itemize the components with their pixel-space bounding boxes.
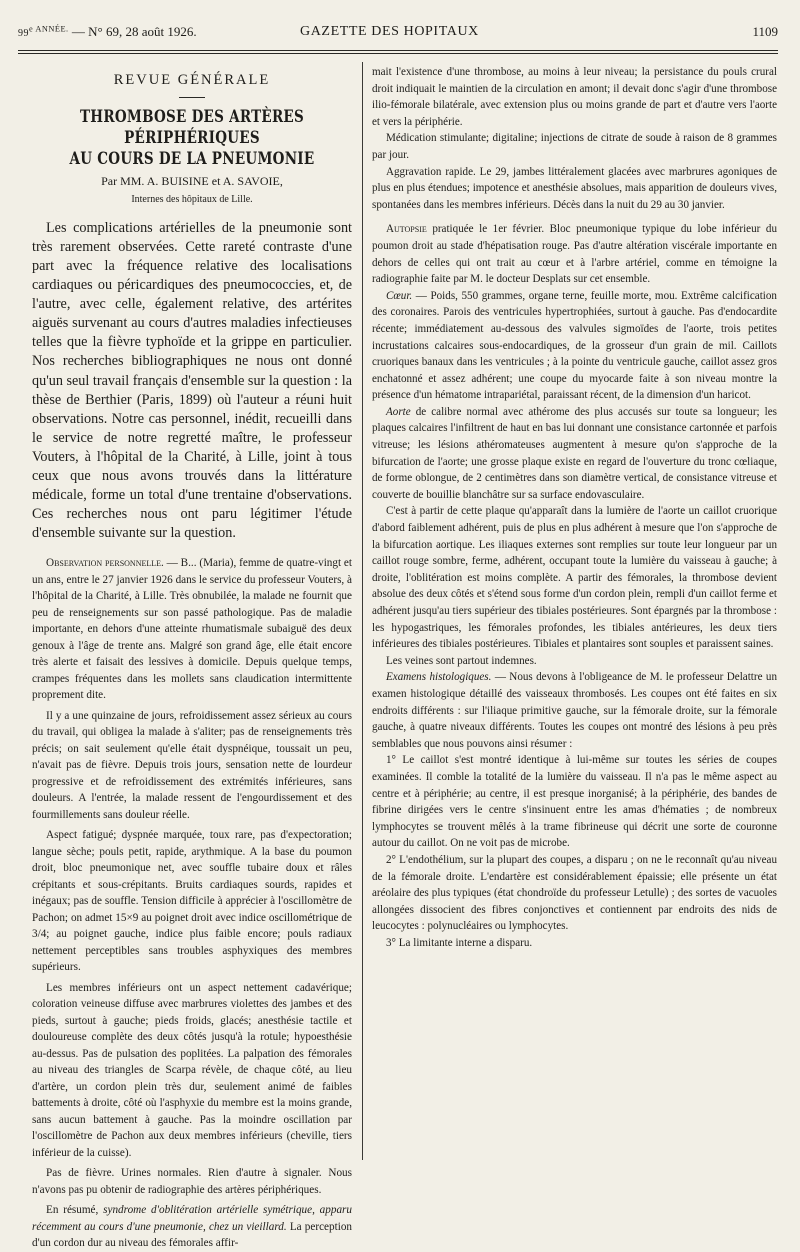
- header-rule-bottom: [18, 53, 778, 54]
- summary-paragraph: En résumé, syndrome d'oblitération artérielle symétrique, apparu récemment au cours d'une pneumonie, chez un vieillard. La perception d'un cordon dur au niveau des fémorales affir-: [32, 1204, 353, 1250]
- body-paragraph: 1° Le caillot s'est montré identique à lui-même sur toutes les séries de coupes examinées. Il comble la totalité de la lumière du vaisseau. Il n'a pas le même aspect au centre et à périphérie; au centre, il est presque inorganisé; à la périphérie, des bandes de fibrine dirigées vers le centre s'insinuent entre les amas d'hématies ; de nombreux lymphocytes se trouvent mêlés à la trame fibrineuse qui décrit une sorte de couronne autour du caillot. On ne voit pas de microbe.: [372, 754, 777, 850]
- section-title: REVUE GÉNÉRALE: [113, 72, 271, 88]
- autopsy-paragraph: Autopsie pratiquée le 1er février. Bloc pneumonique typique du lobe inférieur du poumon droit au stade d'hépatisation rouge. Pas d'autre altération viscérale importante en dehors de celles qui ont trait au cœur et à l'arbre artériel, comme en témoigne la radiographie faite par M. le docteur Desplats sur cet ensemble.: [372, 223, 777, 286]
- column-divider: [362, 62, 363, 1160]
- body-paragraph: Médication stimulante; digitaline; injections de citrate de soude à raison de 8 grammes par jour.: [372, 132, 777, 161]
- body-paragraph: C'est à partir de cette plaque qu'apparaît dans la lumière de l'aorte un caillot cruorique d'abord faiblement adhérent, puis de plus en plus adhérent à mesure que l'on s'approche de la bifurcation aortique. Les iliaques externes sont remplies sur toute leur longueur par un caillot rouge sombre, ferme, adhérent, occupant toute la lumière du vaisseau à gauche; à droite, l'oblitération est moins complète. A partir des fémorales, la thrombose devient absolue des deux côtés et s'étend sous forme d'un cordon plein, rempli d'un caillot ferme et adhérent jusqu'au tiers supérieur des tibiales postérieures. Sont épargnés par la thrombose : les hypogastriques, les fémorales profondes, les tibiales antérieures, les deux tiers inférieures des tibiales postérieures. Tibiales et plantaires sont souples et paraissent saines.: [372, 505, 777, 651]
- body-paragraph: Les veines sont partout indemnes.: [386, 654, 537, 667]
- article-authors: Par MM. A. BUISINE et A. SAVOIE,: [101, 173, 283, 188]
- journal-name: GAZETTE DES HOPITAUX: [300, 24, 479, 39]
- body-paragraph: Pas de fièvre. Urines normales. Rien d'autre à signaler. Nous n'avons pas pu obtenir de radiographie des artères périphériques.: [32, 1167, 352, 1196]
- page-number: 1109: [752, 24, 778, 39]
- running-header: [18, 20, 778, 46]
- body-paragraph: Les membres inférieurs ont un aspect nettement cadavérique; coloration veineuse diffuse avec marbrures violettes des jambes et des pieds, surtout à gauche; pieds froids, glacés; anesthésie tactile et douloureuse complète des deux côtés jusqu'à la rotule; hypoesthésie au-dessus. Pas de pulsation des poplitées. La palpation des fémorales au niveau des triangles de Scarpa révèle, de chaque côté, au lieu d'artère, un cordon plein très dur, seulement animé de faibles battements à droite, côté où l'asphyxie du membre est la moins grande, sans aucun battement à gauche. Pas la moindre oscillation par l'oscillomètre de Pachon aux deux membres inférieurs (cheville, tiers inférieur de la cuisse).: [32, 981, 352, 1159]
- aorta-paragraph: Aorte de calibre normal avec athérome des plus accusés sur toute sa longueur; les plaques calcaires l'infiltrent de haut en bas lui donnant une consistance cartonnée et parfois vitreuse; les lésions athéromateuses augmentent à mesure qu'on s'approche de la bifurcation de l'aorte; une grosse plaque existe en regard de l'ouverture du tronc cœliaque, de forme oblongue, de 2 centimètres dans son diamètre vertical, de consistance vitreuse et couverte de bouillie blanchâtre sur sa surface endovasculaire.: [372, 405, 777, 501]
- body-paragraph: Aspect fatigué; dyspnée marquée, toux rare, pas d'expectoration; langue sèche; pouls petit, rapide, arythmique. A la base du poumon droit, bloc pneumonique net, avec souffle tubaire doux et râles crépitants et sous-crépitants. Bruits cardiaques sourds, rapides et inégaux; pas de souffle. Tension difficile à apprécier à l'oscillomètre de Pachon; on admet 15×9 au poignet droit avec indice oscillométrique de 3/4; au poignet gauche, indice plus faible encore; pouls radiaux nettement perceptibles sans troubles asphyxiques des membres supérieurs.: [32, 829, 352, 974]
- histology-paragraph: Examens histologiques. — Nous devons à l'obligeance de M. le professeur Delattre un examen histologique détaillé des vaisseaux thrombosés. Les coupes ont été faites en six endroits différents : sur l'iliaque primitive gauche, sur la fémorale droite, sur la fémorale gauche, à quatre niveaux différents. Toutes les coupes ont montré des lésions à peu près semblables que nous pouvons ainsi résumer :: [372, 671, 777, 750]
- intro-paragraph: Les complications artérielles de la pneumonie sont très rarement observées. Cette rareté contraste d'une part avec la fréquence relative des localisations cardiaques ou péricardiques des pneumococcies, et, de l'autre, avec celle, également relative, des artérites aiguës survenant au cours d'autres maladies infectieuses telles que la fièvre typhoïde et la grippe en particulier. Nos recherches bibliographiques ne nous ont donné qu'un seul travail français d'ensemble sur la question : la thèse de Berthier (Paris, 1899) où l'auteur a réuni huit observations. Notre cas personnel, inédit, recueilli dans le service de notre regretté maître, le professeur Vouters, à l'hôpital de la Charité, à Lille, joint à tous ceux que nous avons trouvés dans la littérature médicale, forme un total d'une trentaine d'observations. Ces recherches nous ont paru légitimer l'étude d'ensemble suivante sur la question.: [32, 219, 352, 542]
- issue-info: $99^{e ANNÉE.}$ — N° 69, 28 août 1926.: [18, 24, 197, 39]
- body-paragraph: Il y a une quinzaine de jours, refroidissement assez sérieux au cours du travail, qui obligea la malade à s'aliter; pas de renseignements très précis; on sait seulement qu'elle était dyspnéique, toussait un peu, n'avait pas de fièvre. Depuis trois jours, sensation nette de lourdeur progressive et de refroidissement des extrémités inférieures, sans douleurs. A l'entrée, la malade ressent de l'engourdissement et des fourmillements sans douleur réelle.: [32, 709, 352, 821]
- heart-paragraph: Cœur. — Poids, 550 grammes, organe terne, feuille morte, mou. Extrême calcification des coronaires. Parois des ventricules hypertrophiées, surtout à gauche. Pas d'endocardite récente; immédiatement au-dessous des valvules sigmoïdes de l'aorte, trois petites incrustations calcaires sous-endocardiques, de la grosseur d'un grain de mil. Caillots cruoriques banaux dans les ventricules ; à la pointe du ventricule gauche, caillot assez gros enchatonné et assez adhérent; une coupe du myocarde faite à son niveau montre la présence d'un hématome intrapariétal, paraissant récent, de la dimension d'un haricot.: [372, 289, 777, 402]
- observation-paragraph: Observation personnelle. — B... (Maria), femme de quatre-vingt et un ans, entre le 27 janvier 1926 dans le service du professeur Vouters, à l'hôpital de la Charité, à Lille. Très obnubilée, la malade ne fournit que peu de renseignements sur son passé pathologique. Pas de maladie importante, en dehors d'une atteinte rhumatismale subaiguë des deux genoux à l'âge de trente ans. Malgré son grand âge, elle était encore très alerte et faisait des lessives à domicile. Depuis quelque temps, crampes fréquentes dans les mollets sans claudication intermittente proprement dite.: [32, 557, 352, 702]
- right-column: [372, 64, 777, 951]
- body-paragraph: mait l'existence d'une thrombose, au moins à leur niveau; la persistance du pouls crural droit indiquait le maintien de la circulation en amont; il devait donc s'agir d'une thrombose ilio-fémorale bilatérale, avec extension plus ou moins grande de part et d'autre vers l'aorte et vers la périphérie.: [372, 66, 777, 128]
- body-paragraph: Aggravation rapide. Le 29, jambes littéralement glacées avec marbrures agoniques de plus en plus étendues; impotence et anesthésie absolues, mais apparition de douleurs vives, spontanées dans les membres inférieurs. Décès dans la nuit du 29 au 30 janvier.: [372, 165, 777, 211]
- body-paragraph: 3° La limitante interne a disparu.: [386, 936, 533, 949]
- body-paragraph: 2° L'endothélium, sur la plupart des coupes, a disparu ; on ne le reconnaît qu'au niveau de la fémorale droite. L'endartère est considérablement épaissie; elle présente un état aréolaire des plus typiques (état chondroïde du professeur Letulle) ; des sortes de vacuoles allongées dissocient des fibres conjonctives et contiennent par endroits des nids de leucocytes : polynucléaires ou lymphocytes.: [372, 853, 777, 933]
- left-column: [32, 64, 352, 1252]
- article-title: THROMBOSE DES ARTÈRES PÉRIPHÉRIQUES AU COURS DE LA PNEUMONIE: [69, 106, 315, 168]
- author-affiliation: Internes des hôpitaux de Lille.: [131, 194, 253, 206]
- header-rule-top: [18, 50, 778, 51]
- section-rule: [179, 97, 205, 98]
